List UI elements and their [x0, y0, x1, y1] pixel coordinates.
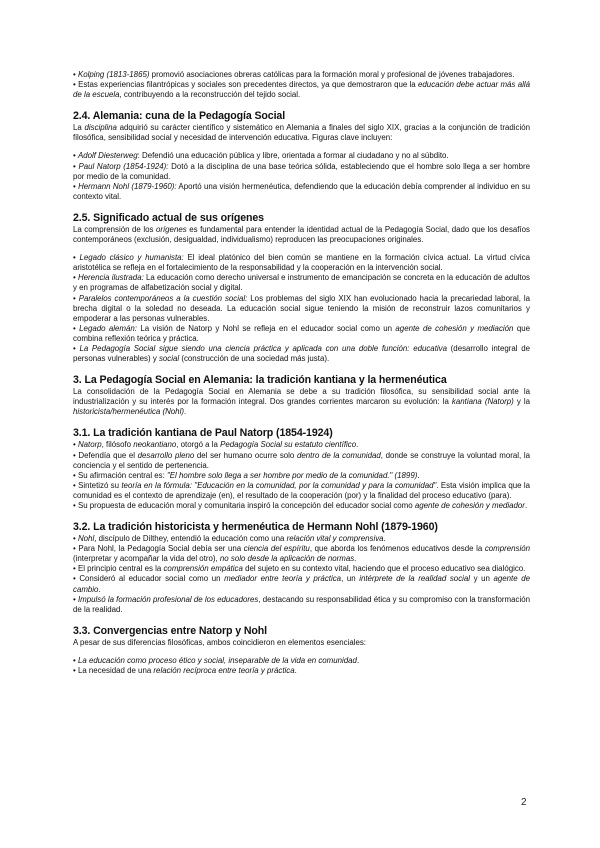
text-run: • Su propuesta de educación moral y comunitaria inspiró la concepción del educador social como [73, 501, 415, 510]
italic-text: Hermann Nohl (1879-1960): [78, 181, 177, 191]
paragraph [73, 387, 530, 417]
italic-text: educación debe actuar más allá de la escuela [73, 80, 530, 100]
text-run: y la [513, 397, 530, 407]
text-run: (construcción de una sociedad más justa). [179, 354, 330, 364]
text-run: • [73, 655, 78, 665]
italic-text: desarrollo pleno [137, 450, 195, 460]
paragraph [73, 666, 530, 676]
text-run: (desarrollo integral de personas vulnerables) y [73, 343, 530, 364]
document-page [73, 70, 530, 676]
paragraph [73, 656, 530, 666]
italic-text: Herencia ilustrada: [77, 273, 144, 283]
text-run: La comprensión de los [73, 224, 156, 234]
italic-text: no solo desde la aplicación de normas [219, 554, 355, 564]
italic-text: La Pedagogía Social sigue siendo una ciencia práctica y aplicada con una doble función: educativa [79, 343, 447, 353]
italic-text: relación recíproca entre teoría y práctica [153, 666, 295, 676]
page-number: 2 [521, 797, 527, 808]
italic-text: Natorp [77, 440, 102, 450]
section-heading: 3.3. Convergencias entre Natorp y Nohl [73, 624, 268, 637]
text-run: . [356, 440, 359, 450]
section-heading: 3.2. La tradición historicista y hermenéutica de Hermann Nohl (1879-1960) [73, 521, 438, 534]
text-run: • [73, 151, 78, 161]
section-heading: 3.1. La tradición kantiana de Paul Natorp (1854-1924) [73, 427, 333, 440]
text-run: • Consideró al educador social como un [73, 574, 225, 584]
text-run: . Esta visión implica que la comunidad es el contexto de aprendizaje (en), el resultado de la cooperación (por) y la finalidad del proceso educativo (para). [73, 480, 530, 500]
text-run: • [73, 181, 79, 191]
paragraph [73, 440, 530, 450]
spacer [73, 100, 530, 110]
italic-text: intérprete de la realidad social [359, 574, 471, 584]
text-run: , destacando su responsabilidad ética y su compromiso con la transformación de la realidad. [73, 594, 530, 614]
spacer [73, 615, 530, 625]
spacer [73, 648, 530, 656]
section-heading: 3. La Pedagogía Social en Alemania: la tradición kantiana y la hermenéutica [73, 374, 447, 387]
italic-text: teoría en la fórmula: "Educación en la comunidad, por la comunidad y para la comunidad" [121, 480, 437, 490]
paragraph [73, 123, 530, 143]
text-run: • [73, 343, 80, 353]
text-run: • Defendía que el [73, 450, 138, 460]
paragraph [73, 638, 530, 648]
text-run: , discípulo de Dilthey, entendió la educación como una [94, 534, 287, 544]
text-run: A pesar de sus diferencias filosóficas, ambos coincidieron en elementos esenciales: [73, 637, 366, 647]
spacer [73, 511, 530, 521]
italic-text: agente de cambio [73, 574, 530, 594]
italic-text: orígenes [155, 224, 187, 234]
text-run: . [524, 501, 528, 510]
text-run: adquirió su carácter científico y sistemático en Alemania a finales del siglo XIX, gracias a la conjunción de tradición filosófica, sensibilidad social y necesidad de intervención educativa. Figuras clave incluyen: [73, 123, 530, 143]
text-run: , filósofo [101, 440, 134, 450]
text-run: . [383, 534, 386, 544]
text-run: • [73, 594, 78, 604]
paragraph [73, 80, 530, 100]
italic-text: Legado alemán: [79, 323, 137, 333]
spacer [73, 417, 530, 427]
text-run: del sujeto en su contexto vital, haciendo que el proceso educativo sea dialógico. [242, 564, 526, 574]
italic-text: Legado clásico y humanista: [79, 253, 184, 263]
text-run: promovió asociaciones obreras católicas para la formación moral y profesional de jóvenes trabajadores. [149, 70, 515, 79]
italic-text: historicista/hermenéutica (Nohl) [73, 407, 184, 417]
text-run: • [73, 293, 79, 303]
italic-text: Impulsó la formación profesional de los educadores [77, 594, 259, 604]
text-run: La visión de Natorp y Nohl se refleja en el educador social como un [136, 323, 396, 333]
paragraph [73, 225, 530, 245]
spacer [73, 202, 530, 212]
paragraph [73, 534, 530, 544]
italic-text: Paul Natorp (1854-1924): [78, 161, 169, 171]
paragraph [73, 151, 530, 161]
text-run: Aportó una visión hermenéutica, defendiendo que la educación debía comprender al individuo en su contexto vital. [73, 181, 530, 201]
italic-text: comprensión [484, 544, 530, 554]
paragraph [73, 564, 530, 574]
text-run: • La necesidad de una [73, 666, 154, 676]
text-run: • Su afirmación central es: [73, 470, 167, 480]
paragraph [73, 294, 530, 324]
text-run: • [73, 253, 80, 263]
italic-text: dentro de la comunidad [296, 450, 381, 460]
text-run: , donde se construye la voluntad moral, la conciencia y el sentido de pertenencia. [73, 450, 530, 470]
italic-text: Pedagogía Social su estatuto científico [220, 440, 357, 450]
text-run: y un [470, 574, 494, 584]
text-run: , un [341, 574, 360, 584]
text-run: Los problemas del siglo XIX han evolucionado hacia la precariedad laboral, la brecha digital o la soledad no deseada. La educación social sigue teniendo la misión de reconstruir lazos comunitarios y empoderar a las personas vulnerables. [73, 293, 531, 323]
text-run: que combina reflexión teórica y práctica. [73, 323, 530, 343]
paragraph [73, 162, 530, 182]
text-run: . [356, 655, 360, 665]
text-run: La educación como derecho universal e instrumento de emancipación se concreta en la educación de adultos y en programas de alfabetización social y digital. [73, 273, 530, 293]
paragraph [73, 544, 530, 564]
text-run: • [73, 161, 79, 171]
section-heading: 2.4. Alemania: cuna de la Pedagogía Social [73, 110, 286, 123]
spacer [73, 245, 530, 253]
text-run: La consolidación de la Pedagogía Social en Alemania se debe a su tradición filosófica, su sensibilidad social ante la industrialización y su interés por la formación integral. Dos grandes corrientes marcaron su evolución: la [73, 387, 530, 407]
paragraph [73, 273, 530, 293]
italic-text: "El hombre solo llega a ser hombre por medio de la comunidad." (1899) [166, 470, 418, 480]
italic-text: relación vital y comprensiva [286, 534, 384, 544]
text-run: El ideal platónico del bien común se mantiene en la formación cívica actual. La virtud cívica aristotélica se refleja en el fortalecimiento de la responsabilidad y la cooperación en la intervención social. [73, 253, 530, 273]
text-run: • Para Nohl, la Pedagogía Social debía ser una [73, 544, 244, 554]
paragraph [73, 574, 530, 594]
text-run: , otorgó a la [176, 440, 221, 450]
paragraph [73, 471, 530, 481]
paragraph [73, 70, 530, 80]
text-run: . [354, 554, 357, 564]
italic-text: social [158, 354, 180, 364]
text-run: . [183, 407, 187, 417]
text-run: • [73, 70, 78, 79]
text-run: Dotó a la disciplina de una base teórica sólida, estableciendo que el hombre solo llega a ser hombre por medio de la comunidad. [73, 161, 530, 181]
text-run: • [73, 323, 80, 333]
italic-text: Kolping (1813-1865) [77, 70, 150, 79]
italic-text: La educación como proceso ético y social, inseparable de la vida en comunidad [77, 655, 357, 665]
paragraph [73, 481, 530, 501]
italic-text: kantiana (Natorp) [451, 397, 514, 407]
paragraph [73, 344, 530, 364]
italic-text: disciplina [84, 123, 117, 133]
text-run: • [73, 534, 78, 544]
paragraph [73, 324, 530, 344]
paragraph [73, 501, 530, 511]
italic-text: Adolf Diesterweg [77, 151, 138, 161]
spacer [73, 143, 530, 151]
text-run: , contribuyendo a la reconstrucción del tejido social. [119, 90, 301, 100]
italic-text: ciencia del espíritu [243, 544, 310, 554]
text-run: , que aborda los fenómenos educativos desde la [309, 544, 485, 554]
paragraph [73, 595, 530, 615]
italic-text: agente de cohesión y mediación [395, 323, 514, 333]
italic-text: comprensión empática [163, 564, 243, 574]
text-run: • [73, 440, 78, 450]
paragraph [73, 451, 530, 471]
italic-text: Paralelos contemporáneos a la cuestión social: [78, 293, 248, 303]
text-run: . [98, 584, 101, 594]
italic-text: mediador entre teoría y práctica [224, 574, 342, 584]
italic-text: neokantiano [133, 440, 177, 450]
spacer [73, 364, 530, 374]
text-run: es fundamental para entender la identidad actual de la Pedagogía Social, dado que los desafíos contemporáneos (exclusión, desigualdad, individualismo) reproducen las preocupaciones originales. [73, 224, 530, 245]
text-run: • [73, 273, 78, 283]
text-run: : Defendió una educación pública y libre, orientada a formar al ciudadano y no al súbdito. [137, 151, 449, 161]
paragraph [73, 182, 530, 202]
italic-text: Nohl [77, 534, 95, 544]
italic-text: agente de cohesión y mediador [414, 501, 525, 510]
text-run: • Estas experiencias filantrópicas y sociales son precedentes directos, ya que demostraron que la [73, 80, 419, 90]
paragraph [73, 253, 530, 273]
text-run: del ser humano ocurre solo [194, 450, 297, 460]
text-run: • Sintetizó su [73, 480, 122, 490]
text-run: (interpretar y acompañar la vida del otro), [73, 554, 220, 564]
text-run: . [417, 470, 420, 480]
text-run: La [73, 123, 85, 133]
text-run: • El principio central es la [73, 564, 164, 574]
section-heading: 2.5. Significado actual de sus orígenes [73, 211, 264, 224]
text-run: . [294, 666, 297, 676]
